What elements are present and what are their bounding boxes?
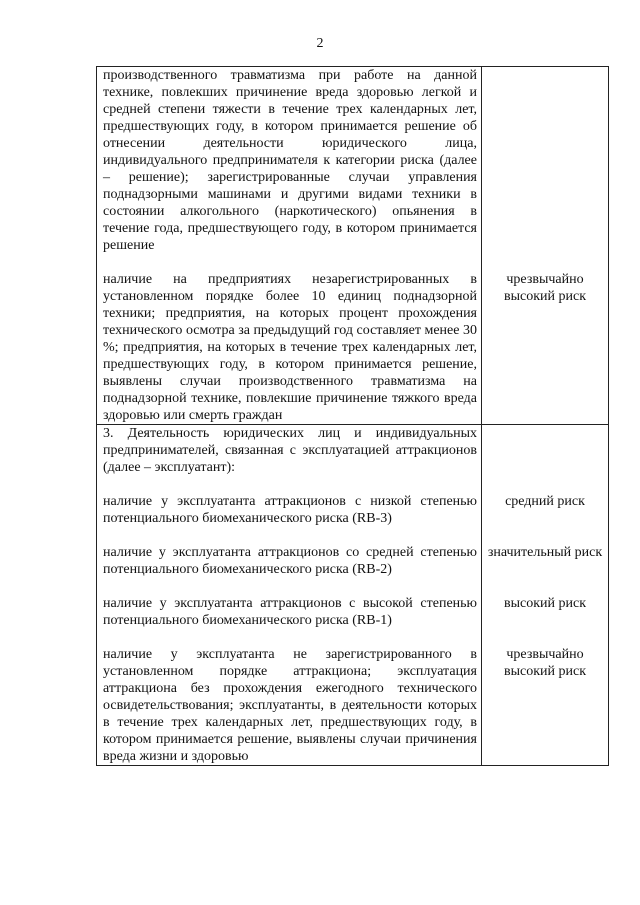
criteria-paragraph: наличие у эксплуатанта не зарегистрированного в установленном порядке аттракциона; эксплуатация аттракциона без прохождения ежегодного технического освидетельствования; эксплуатанты, в деятельности которых в течение трех календарных лет, предшествующих году, в котором принимается решение, выявлены случаи причинения вреда жизни и здоровью (103, 647, 477, 764)
risk-label: значительный риск (487, 545, 603, 560)
risk-label: чрезвычайно высокий риск (503, 647, 587, 679)
risk-category-table (96, 66, 609, 766)
risk-cell (482, 67, 609, 425)
criteria-cell (97, 425, 482, 766)
page-number: 2 (316, 36, 324, 51)
criteria-paragraph: наличие на предприятиях незарегистрированных в установленном порядке более 10 единиц поднадзорной техники; предприятия, на которых процент прохождения технического осмотра за предыдущий год составляет менее 30 %; предприятия, на которых в течение трех календарных лет, предшествующих году, в котором принимается решение, выявлены случаи производственного травматизма на поднадзорной технике, повлекшие причинение тяжкого вреда здоровью или смерть граждан (103, 272, 477, 423)
criteria-paragraph: наличие у эксплуатанта аттракционов со средней степенью потенциального биомеханического риска (RB-2) (103, 545, 477, 577)
criteria-cell (97, 67, 482, 425)
risk-label: чрезвычайно высокий риск (503, 272, 587, 304)
risk-cell (482, 425, 609, 766)
criteria-paragraph: наличие у эксплуатанта аттракционов с высокой степенью потенциального биомеханического риска (RB-1) (103, 596, 477, 628)
table-row (97, 67, 609, 425)
risk-label: высокий риск (503, 596, 587, 611)
criteria-paragraph: производственного травматизма при работе на данной технике, повлекших причинение вреда здоровью легкой и средней степени тяжести в течение трех календарных лет, предшествующих году, в котором принимается решение об отнесении деятельности юридического лица, индивидуального предпринимателя к категории риска (далее – решение); зарегистрированные случаи управления поднадзорными машинами и другими видами техники в состоянии алкогольного (наркотического) опьянения в течение года, предшествующего году, в котором принимается решение (103, 68, 477, 253)
criteria-paragraph: наличие у эксплуатанта аттракционов с низкой степенью потенциального биомеханического риска (RB-3) (103, 494, 477, 526)
risk-label: средний риск (505, 494, 585, 509)
section-heading: 3. Деятельность юридических лиц и индивидуальных предпринимателей, связанная с эксплуатацией аттракционов (далее – эксплуатант): (103, 426, 477, 475)
table-row (97, 425, 609, 766)
